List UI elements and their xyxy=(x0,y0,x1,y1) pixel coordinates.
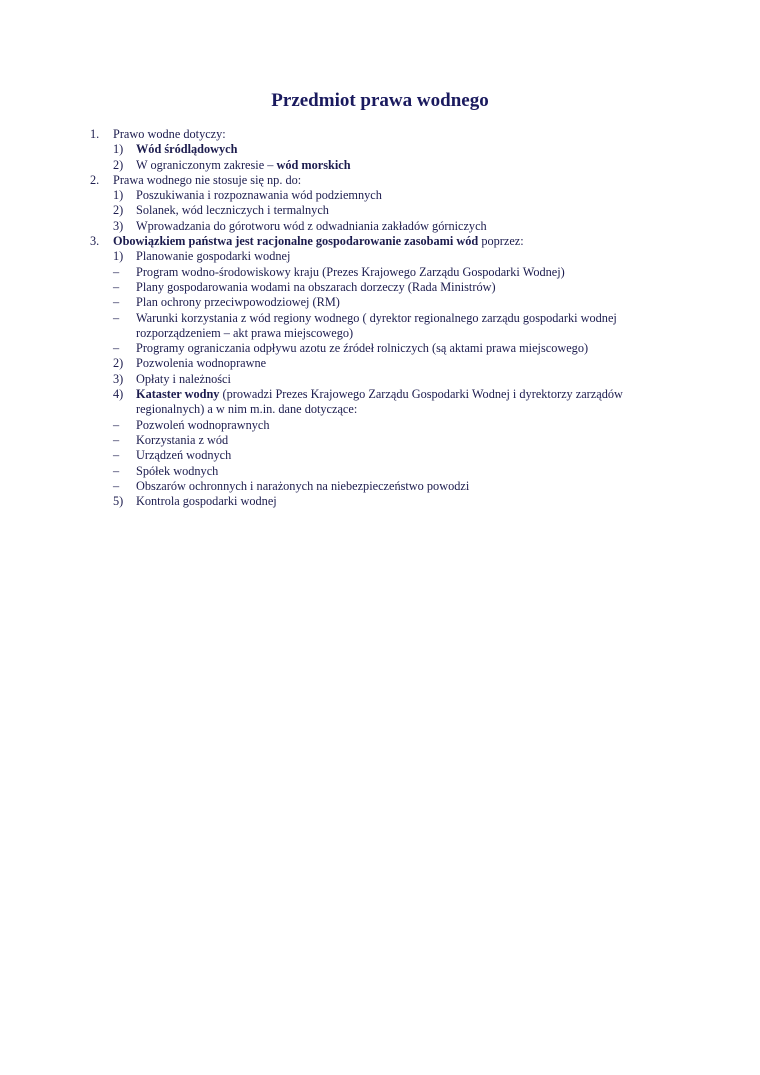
sub-text xyxy=(136,387,690,418)
sub-marker: – xyxy=(113,417,120,432)
sub-marker: – xyxy=(113,279,120,294)
sub-item xyxy=(90,387,690,418)
sub-text-part: W ograniczonym zakresie – xyxy=(136,157,277,172)
list-text-part: poprzez: xyxy=(478,234,524,249)
sub-item xyxy=(90,188,690,203)
sub-text-part: (prowadzi Prezes Krajowego Zarządu Gospodarki Wodnej i dyrektorzy zarządów regionalnych) a w nim m.in. dane dotyczące: xyxy=(136,387,623,417)
sub-bold: Wód śródlądowych xyxy=(136,142,238,157)
sub-marker: – xyxy=(113,463,120,478)
sub-item xyxy=(90,142,690,157)
sub-text: Solanek, wód leczniczych i termalnych xyxy=(136,203,329,218)
sub-text: Spółek wodnych xyxy=(136,463,219,478)
sub-text: Poszukiwania i rozpoznawania wód podziemnych xyxy=(136,188,382,203)
sub-marker: 2) xyxy=(113,356,124,371)
list-item-3 xyxy=(90,234,690,249)
sub-item xyxy=(90,311,690,342)
sub-marker: – xyxy=(113,341,120,356)
sub-text: Obszarów ochronnych i narażonych na niebezpieczeństwo powodzi xyxy=(136,478,470,493)
sub-item xyxy=(90,219,690,234)
sub-marker: 1) xyxy=(113,249,124,264)
sub-text: Plan ochrony przeciwpowodziowej (RM) xyxy=(136,295,340,310)
sub-item xyxy=(90,448,690,463)
sub-item xyxy=(90,158,690,173)
list-text: Prawa wodnego nie stosuje się np. do: xyxy=(113,172,302,187)
sub-marker: – xyxy=(113,310,120,325)
sub-item xyxy=(90,479,690,494)
sub-marker: 2) xyxy=(113,203,124,218)
sub-marker: 2) xyxy=(113,157,124,172)
sub-text: Opłaty i należności xyxy=(136,371,231,386)
sub-marker: 1) xyxy=(113,142,124,157)
sub-text: Pozwolenia wodnoprawne xyxy=(136,356,267,371)
sub-text: Warunki korzystania z wód regiony wodnego ( dyrektor regionalnego zarządu gospodarki wodnej rozporządzeniem – akt prawa miejscowego) xyxy=(136,310,617,340)
sub-text: Pozwoleń wodnoprawnych xyxy=(136,417,270,432)
list-text: Prawo wodne dotyczy: xyxy=(113,127,226,141)
list-number: 3. xyxy=(90,234,100,249)
sub-text: Wprowadzania do górotworu wód z odwadniania zakładów górniczych xyxy=(136,218,487,233)
list-text xyxy=(113,234,690,249)
sub-text xyxy=(136,158,690,173)
sub-marker: – xyxy=(113,295,120,310)
sub-marker: – xyxy=(113,432,120,447)
sub-item xyxy=(90,265,690,280)
sub-item xyxy=(90,433,690,448)
sub-text: Programy ograniczania odpływu azotu ze źródeł rolniczych (są aktami prawa miejscowego) xyxy=(136,341,589,356)
list-bold: Obowiązkiem państwa jest racjonalne gospodarowanie zasobami wód xyxy=(113,234,479,249)
sub-item xyxy=(90,249,690,264)
sub-text: Program wodno-środowiskowy kraju (Prezes Krajowego Zarządu Gospodarki Wodnej) xyxy=(136,264,565,279)
sub-item xyxy=(90,464,690,479)
list-number: 1. xyxy=(90,127,100,141)
sub-text: Urządzeń wodnych xyxy=(136,448,232,463)
sub-marker: – xyxy=(113,478,120,493)
list-number: 2. xyxy=(90,172,100,187)
sub-item xyxy=(90,280,690,295)
sub-item xyxy=(90,356,690,371)
sub-item xyxy=(90,341,690,356)
sub-text: Planowanie gospodarki wodnej xyxy=(136,249,291,264)
sub-bold: Kataster wodny xyxy=(136,387,220,402)
sub-marker: 5) xyxy=(113,494,124,509)
sub-text: Kontrola gospodarki wodnej xyxy=(136,494,277,509)
document-body xyxy=(90,127,690,509)
sub-marker: 4) xyxy=(113,387,124,402)
sub-marker: 3) xyxy=(113,218,124,233)
list-item-2 xyxy=(90,173,690,188)
sub-text: Plany gospodarowania wodami na obszarach dorzeczy (Rada Ministrów) xyxy=(136,279,496,294)
sub-item xyxy=(90,372,690,387)
sub-marker: 3) xyxy=(113,371,124,386)
list-item-1 xyxy=(90,127,690,142)
sub-text: Korzystania z wód xyxy=(136,432,229,447)
sub-item xyxy=(90,418,690,433)
sub-item xyxy=(90,295,690,310)
page-title: Przedmiot prawa wodnego xyxy=(271,90,489,111)
sub-item xyxy=(90,203,690,218)
sub-marker: – xyxy=(113,264,120,279)
sub-item xyxy=(90,494,690,509)
sub-marker: – xyxy=(113,448,120,463)
sub-text xyxy=(136,142,690,157)
sub-bold: wód morskich xyxy=(276,157,351,172)
sub-marker: 1) xyxy=(113,188,124,203)
